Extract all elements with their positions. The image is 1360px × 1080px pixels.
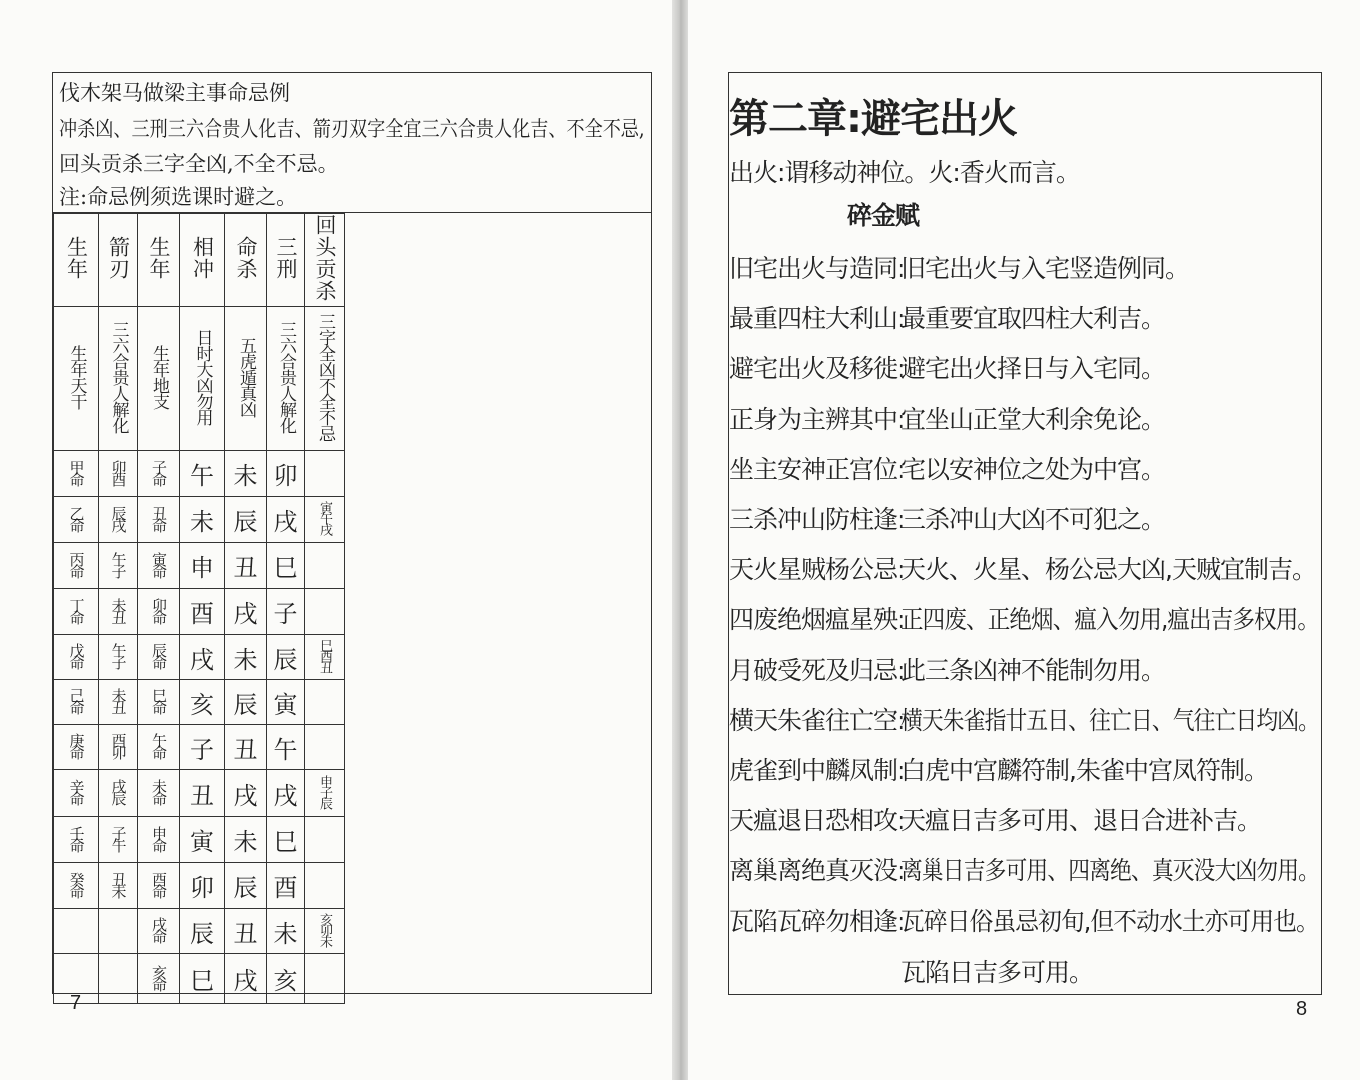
verse-continuation: 瓦陷日吉多可用。 bbox=[901, 958, 1094, 987]
verse-term: 月破受死及归忌: bbox=[729, 656, 905, 685]
table-cell bbox=[267, 451, 305, 497]
verse-term: 横天朱雀往亡空: bbox=[729, 706, 905, 735]
table-cell-text: 卯 bbox=[190, 874, 214, 902]
table-cell bbox=[99, 635, 138, 680]
table-cell-text: 丑 bbox=[233, 554, 258, 582]
table-row bbox=[54, 589, 345, 635]
table-cell-text: 午子 bbox=[109, 551, 128, 576]
table-cell bbox=[305, 680, 345, 725]
table-cell-text: 子午 bbox=[109, 825, 128, 850]
verse-term: 三杀冲山防柱逢: bbox=[729, 505, 905, 534]
table-cell bbox=[54, 451, 99, 497]
table-cell-text: 辰 bbox=[233, 874, 258, 902]
table-cell bbox=[267, 770, 305, 817]
table-cell bbox=[99, 451, 138, 497]
verse-explanation: 宜坐山正堂大利余免论。 bbox=[901, 405, 1166, 434]
table-cell bbox=[225, 954, 267, 1004]
table-cell bbox=[54, 909, 99, 954]
chapter-definition: 出火:谓移动神位。火:香火而言。 bbox=[729, 158, 1080, 187]
table-cell bbox=[305, 635, 345, 680]
table-row bbox=[54, 909, 345, 954]
table-cell-text: 午 bbox=[273, 735, 298, 764]
table-cell bbox=[305, 589, 345, 635]
intro-note: 注:命忌例须选课时避之。 bbox=[59, 185, 298, 209]
table-cell bbox=[54, 680, 99, 725]
table-header-cell bbox=[138, 214, 180, 307]
table-header-text: 相冲 bbox=[190, 236, 215, 280]
table-cell bbox=[225, 543, 267, 589]
table-cell-text: 子 bbox=[273, 600, 298, 628]
table-cell-text: 子 bbox=[190, 735, 214, 764]
table-cell bbox=[138, 725, 180, 770]
table-cell bbox=[267, 543, 305, 589]
table-cell-text: 丁命 bbox=[67, 597, 86, 622]
verse-term: 坐主安神正宫位: bbox=[729, 455, 905, 484]
table-cell bbox=[138, 543, 180, 589]
page-number-left: 7 bbox=[70, 992, 82, 1014]
verse-term: 虎雀到中麟凤制: bbox=[729, 756, 905, 785]
table-cell bbox=[180, 817, 225, 863]
table-cell bbox=[54, 589, 99, 635]
verse-explanation: 三杀冲山大凶不可犯之。 bbox=[901, 505, 1166, 534]
table-description-cell bbox=[225, 307, 267, 451]
table-cell bbox=[54, 635, 99, 680]
table-cell-text: 巳酉丑 bbox=[317, 638, 332, 672]
table-cell bbox=[305, 954, 345, 1004]
table-row bbox=[54, 725, 345, 770]
table-cell bbox=[99, 863, 138, 909]
table-cell-text: 戌命 bbox=[150, 917, 168, 941]
table-cell bbox=[180, 680, 225, 725]
table-header-cell bbox=[267, 214, 305, 307]
table-cell bbox=[225, 497, 267, 543]
table-cell bbox=[267, 909, 305, 954]
table-cell bbox=[138, 680, 180, 725]
table-cell-text: 酉卯 bbox=[109, 733, 128, 757]
table-cell-text: 戊命 bbox=[67, 643, 86, 667]
table-cell-text: 癸命 bbox=[67, 871, 86, 896]
table-cell-text: 壬命 bbox=[67, 825, 86, 850]
section-subtitle: 碎金赋 bbox=[847, 201, 920, 230]
table-cell bbox=[305, 817, 345, 863]
table-cell-text: 申子辰 bbox=[317, 774, 332, 808]
verse-explanation: 正四废、正绝烟、瘟入勿用,瘟出吉多权用。 bbox=[901, 605, 1320, 634]
table-cell bbox=[180, 909, 225, 954]
table-cell-text: 寅 bbox=[190, 828, 214, 856]
table-cell bbox=[180, 954, 225, 1004]
table-cell-text: 未 bbox=[273, 919, 298, 948]
table-cell bbox=[305, 543, 345, 589]
table-cell-text: 巳 bbox=[190, 967, 214, 995]
table-cell-text: 戌 bbox=[233, 781, 258, 810]
table-cell-text: 戌辰 bbox=[109, 779, 128, 803]
verse-term: 正身为主辨其中: bbox=[729, 405, 905, 434]
table-cell-text: 卯命 bbox=[150, 597, 168, 622]
table-cell bbox=[54, 863, 99, 909]
table-cell bbox=[267, 497, 305, 543]
verse-explanation: 白虎中宫麟符制,朱雀中宫凤符制。 bbox=[901, 756, 1268, 785]
table-cell bbox=[180, 497, 225, 543]
table-cell-text: 戌 bbox=[233, 600, 258, 628]
table-cell bbox=[267, 863, 305, 909]
table-description-text: 三字全凶不全不忌 bbox=[315, 312, 335, 441]
table-cell bbox=[180, 725, 225, 770]
table-header-cell bbox=[54, 214, 99, 307]
table-cell bbox=[180, 770, 225, 817]
verse-explanation: 瓦碎日俗虽忌初旬,但不动水土亦可用也。 bbox=[901, 907, 1319, 936]
table-header-cell bbox=[225, 214, 267, 307]
table-cell bbox=[225, 680, 267, 725]
table-cell-text: 巳命 bbox=[150, 688, 168, 712]
table-cell-text: 子命 bbox=[150, 459, 168, 484]
table-row bbox=[54, 497, 345, 543]
table-row bbox=[54, 635, 345, 680]
table-cell-text: 丑命 bbox=[150, 505, 168, 530]
table-cell bbox=[138, 589, 180, 635]
intro-line-1: 冲杀凶、三刑三六合贵人化吉、箭刃双字全宜三六合贵人化吉、不全不忌, bbox=[59, 117, 645, 141]
table-cell-text: 未 bbox=[233, 645, 258, 674]
table-cell bbox=[305, 451, 345, 497]
table-description-text: 三六合贵人解化 bbox=[108, 320, 129, 433]
table-cell-text: 丑 bbox=[190, 781, 214, 810]
table-cell-text: 酉 bbox=[273, 874, 298, 902]
table-cell-text: 辰 bbox=[273, 645, 298, 674]
table-row bbox=[54, 543, 345, 589]
table-cell-text: 辰命 bbox=[150, 643, 168, 667]
table-header-text: 回头贡杀 bbox=[313, 214, 337, 302]
table-cell-text: 庚命 bbox=[67, 733, 86, 757]
table-cell-text: 己命 bbox=[67, 688, 86, 712]
table-cell bbox=[225, 909, 267, 954]
table-cell-text: 未丑 bbox=[109, 688, 128, 712]
page-number-right: 8 bbox=[1296, 998, 1308, 1020]
table-row bbox=[54, 954, 345, 1004]
verse-term: 天瘟退日恐相攻: bbox=[729, 806, 905, 835]
table-cell-text: 卯酉 bbox=[109, 459, 128, 484]
table-cell bbox=[138, 451, 180, 497]
table-cell-text: 亥卯未 bbox=[317, 912, 332, 946]
table-cell-text: 午 bbox=[190, 462, 214, 490]
table-cell bbox=[267, 589, 305, 635]
table-cell bbox=[99, 725, 138, 770]
table-cell bbox=[99, 680, 138, 725]
table-description-cell bbox=[267, 307, 305, 451]
table-row bbox=[54, 817, 345, 863]
table-cell bbox=[267, 680, 305, 725]
table-cell-text: 申命 bbox=[150, 825, 168, 850]
table-header-text: 生年 bbox=[147, 236, 171, 280]
verse-term: 瓦陷瓦碎勿相逢: bbox=[729, 907, 905, 936]
table-description-cell bbox=[180, 307, 225, 451]
table-cell-text: 寅命 bbox=[150, 551, 168, 576]
book-gutter bbox=[672, 0, 688, 1080]
table-cell bbox=[267, 817, 305, 863]
table-cell bbox=[267, 954, 305, 1004]
table-cell-text: 未 bbox=[233, 828, 258, 856]
table-cell bbox=[99, 543, 138, 589]
table-cell bbox=[138, 863, 180, 909]
table-cell bbox=[180, 863, 225, 909]
left-page bbox=[0, 0, 672, 1080]
table-cell-text: 未 bbox=[233, 462, 258, 490]
verse-explanation: 天瘟日吉多可用、退日合进补吉。 bbox=[901, 806, 1262, 835]
table-cell-text: 未丑 bbox=[109, 597, 128, 622]
intro-title: 伐木架马做梁主事命忌例 bbox=[59, 81, 290, 105]
left-content-frame bbox=[52, 72, 652, 994]
table-header-text: 箭刃 bbox=[106, 236, 131, 280]
mingji-table bbox=[53, 213, 345, 1004]
table-cell bbox=[138, 497, 180, 543]
table-cell-text: 乙命 bbox=[67, 505, 86, 530]
table-header-text: 命杀 bbox=[234, 236, 258, 280]
table-cell bbox=[54, 817, 99, 863]
table-cell bbox=[138, 817, 180, 863]
table-cell bbox=[180, 589, 225, 635]
table-cell-text: 寅 bbox=[273, 690, 298, 719]
chapter-title: 第二章:避宅出火 bbox=[729, 96, 1017, 142]
table-cell bbox=[180, 451, 225, 497]
table-description-cell bbox=[99, 307, 138, 451]
table-cell-text: 巳 bbox=[273, 828, 298, 856]
table-cell bbox=[54, 770, 99, 817]
table-cell bbox=[138, 770, 180, 817]
table-cell bbox=[138, 954, 180, 1004]
table-cell-text: 酉命 bbox=[150, 871, 168, 896]
table-header-text: 生年 bbox=[64, 236, 89, 280]
table-row bbox=[54, 680, 345, 725]
table-cell bbox=[225, 863, 267, 909]
verse-explanation: 避宅出火择日与入宅同。 bbox=[901, 354, 1166, 383]
table-header-text: 三刑 bbox=[274, 236, 298, 280]
table-row bbox=[54, 863, 345, 909]
table-cell-text: 辰 bbox=[190, 919, 214, 948]
table-cell-text: 寅午戌 bbox=[317, 501, 332, 534]
verse-explanation: 此三条凶神不能制勿用。 bbox=[901, 656, 1166, 685]
table-cell bbox=[99, 589, 138, 635]
table-cell bbox=[305, 725, 345, 770]
table-cell bbox=[180, 543, 225, 589]
table-cell bbox=[267, 635, 305, 680]
verse-term: 四废绝烟瘟星殃: bbox=[729, 605, 905, 634]
table-row bbox=[54, 451, 345, 497]
right-content-frame bbox=[728, 72, 1322, 995]
table-cell bbox=[54, 725, 99, 770]
table-cell-text: 亥命 bbox=[150, 964, 168, 989]
table-cell-text: 戌 bbox=[190, 645, 214, 674]
table-cell-text: 辰 bbox=[233, 690, 258, 719]
table-cell-text: 亥 bbox=[273, 967, 298, 995]
table-cell bbox=[305, 863, 345, 909]
verse-explanation: 宅以安神位之处为中宫。 bbox=[901, 455, 1166, 484]
verse-term: 离巢离绝真灭没: bbox=[729, 856, 905, 885]
table-cell-text: 卯 bbox=[273, 462, 298, 490]
table-cell bbox=[180, 635, 225, 680]
table-cell-text: 丑 bbox=[233, 735, 258, 764]
table-description-cell bbox=[305, 307, 345, 451]
table-cell bbox=[225, 817, 267, 863]
table-cell bbox=[267, 725, 305, 770]
table-header-row bbox=[54, 214, 345, 307]
verse-explanation: 离巢日吉多可用、四离绝、真灭没大凶勿用。 bbox=[901, 856, 1320, 885]
table-description-text: 三六合贵人解化 bbox=[276, 320, 296, 433]
table-cell bbox=[225, 725, 267, 770]
table-cell bbox=[138, 635, 180, 680]
right-page bbox=[688, 0, 1360, 1080]
table-row bbox=[54, 770, 345, 817]
table-cell bbox=[138, 909, 180, 954]
verse-explanation: 最重要宜取四柱大利吉。 bbox=[901, 304, 1166, 333]
table-description-text: 生年天干 bbox=[66, 344, 87, 409]
verse-explanation: 横天朱雀指廿五日、往亡日、气往亡日均凶。 bbox=[901, 706, 1320, 735]
table-description-cell bbox=[138, 307, 180, 451]
table-cell-text: 丑未 bbox=[109, 871, 128, 896]
verse-term: 最重四柱大利山: bbox=[729, 304, 905, 333]
table-header-cell bbox=[305, 214, 345, 307]
table-cell-text: 午子 bbox=[109, 643, 128, 667]
table-cell bbox=[225, 451, 267, 497]
verse-explanation: 天火、火星、杨公忌大凶,天贼宜制吉。 bbox=[901, 555, 1316, 584]
table-cell-text: 戌 bbox=[233, 967, 258, 995]
table-cell-text: 辛命 bbox=[67, 779, 86, 803]
table-cell-text: 巳 bbox=[273, 554, 298, 582]
table-cell bbox=[99, 817, 138, 863]
table-cell-text: 丑 bbox=[233, 919, 258, 948]
table-cell bbox=[99, 954, 138, 1004]
verse-explanation: 旧宅出火与入宅竖造例同。 bbox=[901, 254, 1190, 283]
table-cell-text: 申 bbox=[190, 554, 214, 582]
table-cell bbox=[99, 909, 138, 954]
table-cell bbox=[225, 635, 267, 680]
table-cell bbox=[54, 543, 99, 589]
table-description-text: 日时大凶勿用 bbox=[192, 328, 213, 425]
verse-term: 旧宅出火与造同: bbox=[729, 254, 905, 283]
table-cell-text: 亥 bbox=[190, 690, 214, 719]
table-cell-text: 戌 bbox=[273, 781, 298, 810]
table-cell bbox=[99, 770, 138, 817]
table-cell-text: 丙命 bbox=[67, 551, 86, 576]
table-cell bbox=[305, 909, 345, 954]
verse-term: 避宅出火及移徙: bbox=[729, 354, 905, 383]
table-cell-text: 未 bbox=[190, 508, 214, 536]
table-cell-text: 戌 bbox=[273, 508, 298, 536]
table-cell-text: 辰 bbox=[233, 508, 258, 536]
table-header-cell bbox=[180, 214, 225, 307]
table-cell bbox=[225, 589, 267, 635]
table-description-cell bbox=[54, 307, 99, 451]
table-cell bbox=[305, 497, 345, 543]
verse-term: 天火星贼杨公忌: bbox=[729, 555, 905, 584]
table-cell bbox=[99, 497, 138, 543]
table-description-text: 五虎遁真凶 bbox=[236, 336, 256, 417]
table-cell-text: 辰戌 bbox=[109, 505, 128, 530]
table-cell-text: 未命 bbox=[150, 779, 168, 803]
table-cell bbox=[305, 770, 345, 817]
table-cell-text: 酉 bbox=[190, 600, 214, 628]
table-cell-text: 甲命 bbox=[67, 459, 86, 484]
intro-line-2: 回头贡杀三字全凶,不全不忌。 bbox=[59, 152, 339, 176]
table-description-text: 生年地支 bbox=[149, 344, 169, 409]
table-header-cell bbox=[99, 214, 138, 307]
table-cell bbox=[225, 770, 267, 817]
table-description-row bbox=[54, 307, 345, 451]
table-cell bbox=[54, 497, 99, 543]
table-cell-text: 午命 bbox=[150, 733, 168, 757]
